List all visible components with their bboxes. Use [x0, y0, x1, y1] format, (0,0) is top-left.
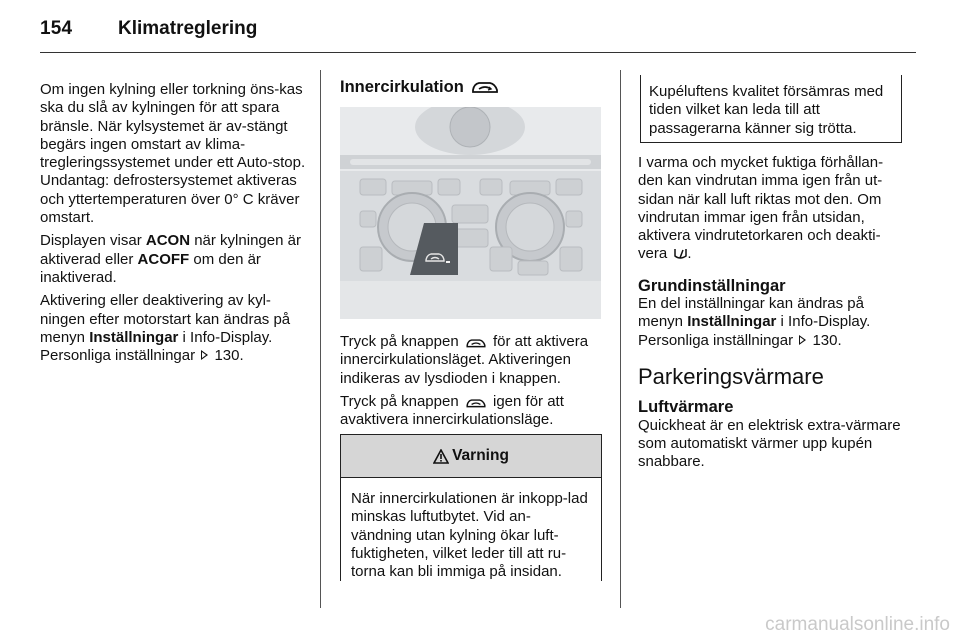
warning-triangle-icon — [433, 449, 449, 464]
paragraph: Om ingen kylning eller torkning öns-kas ska du slå av kylningen för att spara bränsle. När kylsystemet är av-stängt begärs ingen omstart av klima-tregleringssystemet under ett Auto-stop. Undantag: defrostersystemet aktiveras och yttertemperaturen över 0° C kräver omstart. — [40, 81, 306, 227]
page-reference-arrow-icon — [799, 335, 806, 345]
text: Tryck på knappen — [340, 333, 463, 350]
warning-text: När innercirkulationen är inkopp-lad minskas luftutbytet. Vid an-vändning utan kylning ökar luft-fuktigheten, vilket leder till att ru-torna kan bli immiga på insidan. — [351, 490, 588, 581]
sub-heading-luftvarmare: Luftvärmare — [638, 398, 734, 417]
text: Tryck på knappen — [340, 392, 463, 410]
paragraph — [40, 232, 306, 287]
column-middle-text — [340, 333, 604, 434]
section-heading — [340, 78, 602, 96]
header-rule — [40, 52, 916, 53]
text: igen för att avaktivera innercirkulationsläge. — [340, 392, 564, 429]
paragraph — [40, 292, 306, 365]
heading-text: Innercirkulation — [340, 78, 464, 96]
page-reference[interactable]: 130. — [812, 331, 842, 349]
page-header — [40, 18, 920, 62]
display-code: ACON — [145, 232, 191, 250]
display-code: ACOFF — [137, 250, 190, 268]
text: I varma och mycket fuktiga förhållan-den kan vindrutan imma igen från ut-sidan när kall luft riktas mot den. Om vindrutan immar igen från utsidan, aktivera vindrutetorkaren och deakti-vera — [638, 154, 884, 263]
paragraph — [638, 154, 904, 264]
text: En del inställningar kan ändras på menyn — [638, 295, 864, 331]
climate-panel-illustration — [340, 107, 601, 319]
recirculation-button-icon — [465, 397, 487, 409]
column-divider — [320, 70, 321, 608]
recirculation-button-icon — [465, 337, 487, 349]
text: i Info-Display. Personliga inställningar — [40, 328, 273, 365]
page-reference[interactable]: 130. — [214, 347, 244, 365]
text: om den är inaktiverad. — [40, 250, 261, 286]
text: Displayen visar — [40, 232, 146, 250]
climate-control-panel-photo — [340, 107, 601, 319]
column-middle — [340, 78, 602, 100]
paragraph — [340, 333, 604, 388]
recirculation-icon — [470, 79, 500, 95]
column-left — [40, 81, 306, 370]
text: i Info-Display. Personliga inställningar — [638, 313, 871, 349]
paragraph — [638, 295, 904, 350]
section-heading-grundinstallningar: Grundinställningar — [638, 276, 786, 295]
paragraph: Quickheat är en elektrisk extra-värmare som automatiskt värmer upp kupén snabbare. — [638, 416, 901, 471]
chapter-title: Klimatreglering — [118, 18, 258, 39]
text: . — [687, 245, 692, 263]
page-reference-arrow-icon — [201, 350, 208, 360]
column-divider — [620, 70, 621, 608]
windscreen-wiper-icon — [674, 247, 687, 260]
text: Aktivering eller deaktivering av kyl-ningen efter motorstart kan ändras på menyn — [40, 292, 291, 346]
warning-box — [340, 434, 602, 581]
page-number: 154 — [40, 18, 73, 39]
major-heading-parkeringsvarmare: Parkeringsvärmare — [638, 363, 824, 389]
text: för att aktivera innercirkulationsläget. Aktiveringen indikeras av lysdioden i knappen. — [340, 333, 589, 387]
menu-name: Inställningar — [687, 313, 777, 331]
menu-name: Inställningar — [89, 328, 179, 346]
paragraph — [340, 393, 604, 430]
column-right — [638, 154, 904, 476]
warning-header — [341, 435, 601, 478]
watermark: carmanualsonline.info — [765, 614, 950, 635]
text: när kylningen är aktiverad eller — [40, 232, 301, 268]
note-box: Kupéluftens kvalitet försämras med tiden vilket kan leda till att passagerarna känner sig trötta. — [640, 75, 902, 143]
warning-title: Varning — [452, 447, 509, 464]
